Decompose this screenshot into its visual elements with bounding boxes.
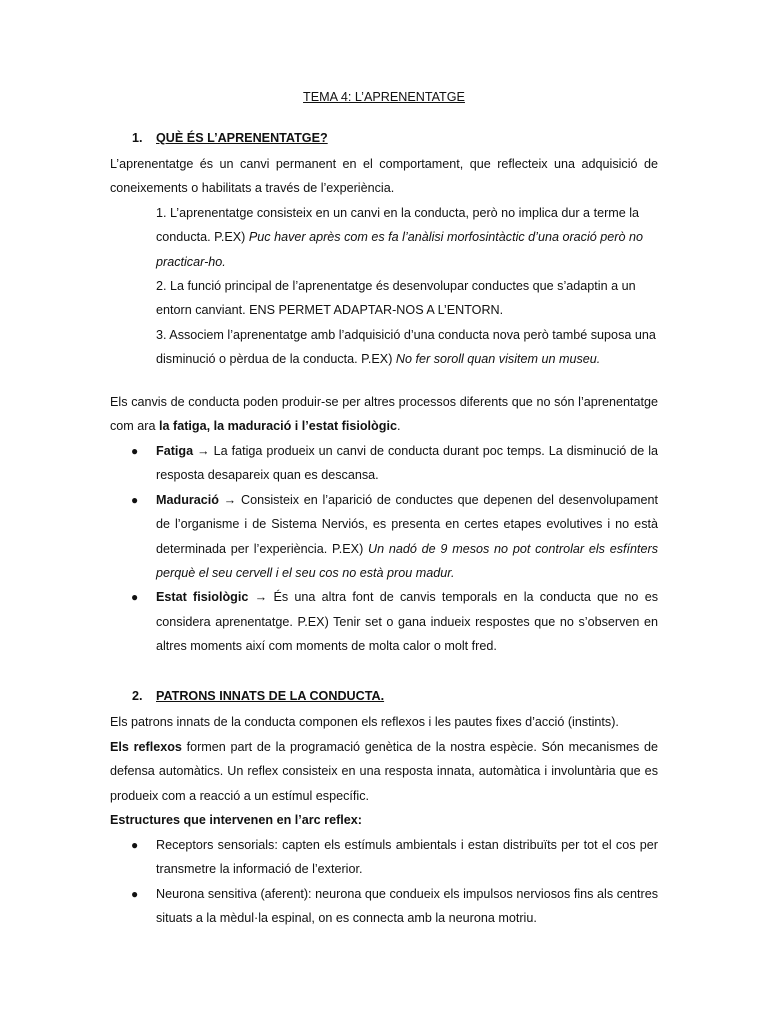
bullet-text: És una altra font de canvis temporals en la conducta que no es considera aprenentatge. P.EX) Tenir set o gana indueix respostes que no s’observen en altres moments així com moments de molta calor o molt fred.	[156, 590, 658, 654]
arrow-icon: →	[248, 590, 274, 605]
list-item	[110, 439, 658, 488]
bullet-text: Neurona sensitiva (aferent): neurona que condueix els impulsos nerviosos fins als centres situats a la mèdul·la espinal, on es connecta amb la neurona motriu.	[156, 886, 658, 926]
list-item	[110, 882, 658, 931]
changes-bold: la fatiga, la maduració i l’estat fisiològic	[159, 419, 397, 434]
bullet-text: Consisteix en l’aparició de conductes que depenen del desenvolupament de l’organisme i de Sistema Nerviós, es presenta en certes etapes evolutives i no està determinada per l’experiència. P.EX)	[156, 492, 658, 556]
section-2-title: PATRONS INNATS DE LA CONDUCTA.	[156, 689, 385, 703]
point-1-text: 1. L’aprenentatge consisteix en un canvi en la conducta, però no implica dur a terme la conducta. P.EX)	[156, 206, 640, 245]
point-3-text: 3. Associem l’aprenentatge amb l’adquisició d’una conducta nova però també suposa una disminució o pèrdua de la conducta. P.EX)	[156, 328, 656, 367]
bullet-example: Un nadó de 9 mesos no pot controlar els esfínters perquè el seu cervell i el seu cos no està prou madur.	[156, 541, 658, 581]
bullet-icon: ●	[131, 838, 139, 852]
changes-end: .	[396, 419, 401, 434]
list-item	[110, 488, 658, 586]
section-1-number: 1.	[132, 131, 143, 145]
section-2-intro: Els patrons innats de la conducta componen els reflexos i les pautes fixes d’acció (instints).	[110, 715, 619, 729]
bullet-term: Estat fisiològic	[156, 590, 249, 605]
bullet-icon: ●	[131, 444, 139, 458]
arrow-icon: →	[218, 492, 241, 507]
bullet-icon: ●	[131, 590, 139, 605]
structures-heading: Estructures que intervenen en l’arc reflex:	[110, 813, 362, 827]
section-1-title: QUÈ ÉS L’APRENENTATGE?	[156, 131, 328, 145]
point-3	[156, 323, 656, 372]
bullet-icon: ●	[131, 886, 139, 901]
changes-paragraph	[110, 390, 658, 439]
reflex-paragraph	[110, 735, 658, 808]
point-3-example: No fer soroll quan visitem un museu.	[395, 352, 601, 367]
changes-list	[110, 439, 658, 659]
point-2	[156, 274, 656, 323]
bullet-text: La fatiga produeix un canvi de conducta durant poc temps. La disminució de la resposta desapareix quan es descansa.	[156, 444, 658, 483]
section-2-number: 2.	[132, 689, 143, 703]
structures-list	[110, 833, 658, 931]
reflex-text: formen part de la programació genètica de la nostra espècie. Són mecanismes de defensa automàtics. Un reflex consisteix en una resposta innata, automàtica i involuntària que es produeix com a reacció a un estímul específic.	[110, 740, 658, 803]
arrow-icon: →	[193, 444, 214, 458]
changes-intro: Els canvis de conducta poden produir-se per altres processos diferents que no són l’aprenentatge com ara	[110, 395, 658, 434]
list-item	[110, 585, 658, 658]
point-1-example: Puc haver après com es fa l’anàlisi morfosintàctic d’una oració però no practicar-ho.	[156, 230, 643, 269]
point-1	[156, 201, 656, 274]
list-item	[110, 833, 658, 882]
bullet-text: Receptors sensorials: capten els estímuls ambientals i estan distribuïts per tot el cos per transmetre la informació de l’exterior.	[156, 838, 658, 877]
reflex-bold: Els reflexos	[110, 740, 182, 754]
bullet-icon: ●	[131, 492, 139, 507]
bullet-term: Maduració	[156, 492, 219, 507]
section-1-intro: L’aprenentatge és un canvi permanent en el comportament, que reflecteix una adquisició de coneixements o habilitats a través de l’experiència.	[110, 157, 658, 196]
point-2-text: 2. La funció principal de l’aprenentatge és desenvolupar conductes que s’adaptin a un entorn canviant. ENS PERMET ADAPTAR-NOS A L’ENTORN.	[156, 279, 636, 318]
page-title: TEMA 4: L’APRENENTATGE	[303, 90, 465, 104]
bullet-term: Fatiga	[156, 444, 194, 458]
